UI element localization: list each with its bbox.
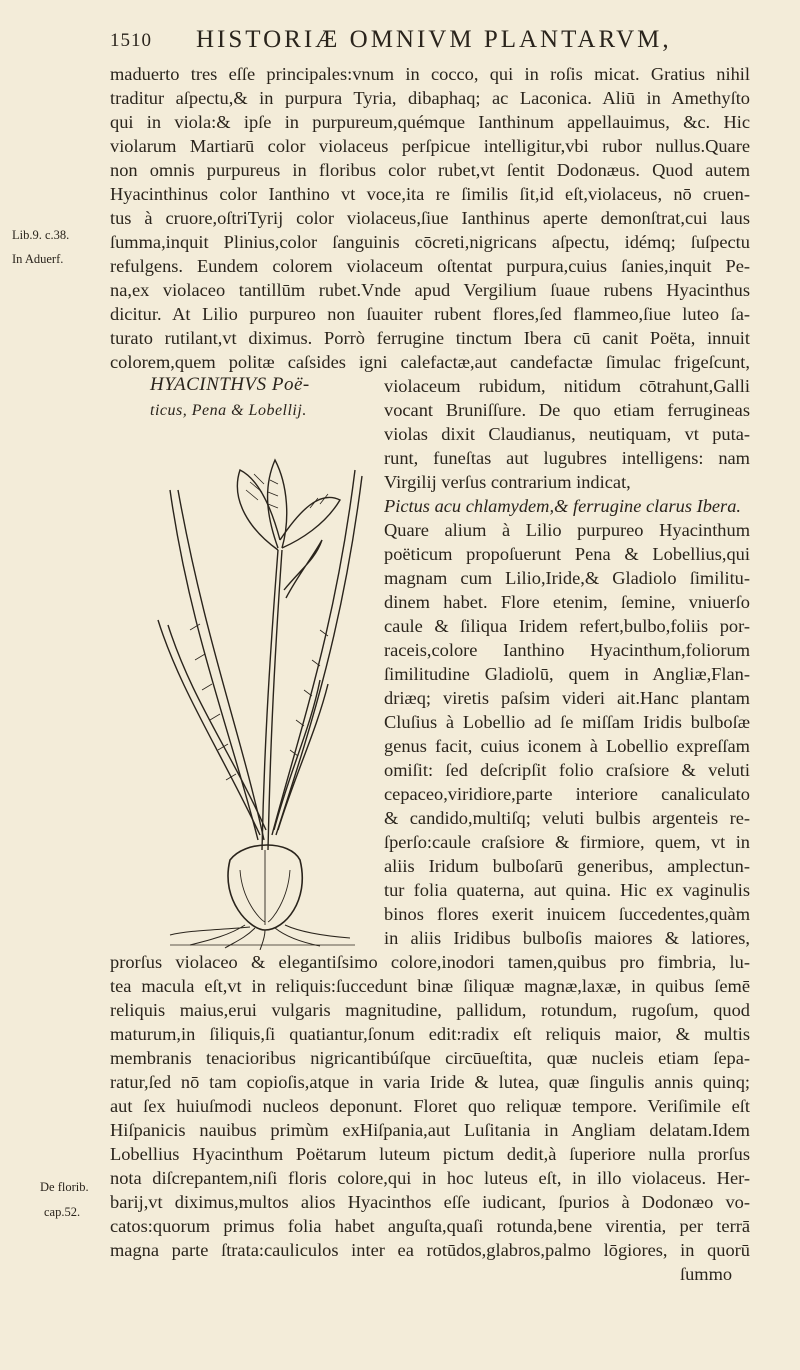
margin-note-in-aduers: In Aduerf.	[12, 252, 64, 266]
text-line: ſperſo:caule craſsiore & firmiore, quem, vt in	[384, 832, 750, 852]
text-line: Hiſpanicis nauibus primùm exHiſpania,aut Luſitania in Angliam delatam.Idem	[110, 1120, 750, 1140]
text-line: ſimilitudine Gladiolū, quem in Angliæ,Flan-	[384, 664, 750, 684]
figure-caption-line1: HYACINTHVS Poë-	[150, 374, 310, 395]
catchword: ſummo	[680, 1264, 733, 1284]
text-line: & candido,multiſq; veluti bulbis argenteis re-	[384, 808, 750, 828]
text-line: omiſit: ſed deſcripſit folio craſsiore & veluti	[384, 760, 750, 780]
verse-line: Pictus acu chlamydem,& ferrugine clarus Ibera.	[384, 496, 742, 516]
margin-note-lib: Lib.9. c.38.	[12, 228, 70, 242]
text-line: colorem,quem politæ caſsides igni calefactæ,aut candefactæ ſimulac frigeſcunt,	[110, 352, 750, 372]
figure-caption-line2: ticus, Pena & Lobellij.	[150, 402, 307, 419]
text-line: genus facit, cuius iconem à Lobellio expreſſam	[384, 736, 750, 756]
text-line: nota diſcrepantem,niſi floris colore,qui in hoc luteus eſt, in illo violaceus. Her-	[110, 1168, 750, 1188]
text-line: refulgens. Eundem colorem violaceum oſtentat purpura,cuius ſanies,inquit Pe-	[110, 256, 750, 276]
page-header	[100, 26, 740, 60]
text-line: prorſus violaceo & elegantiſsimo colore,inodori tamen,quibus pro fimbria, lu-	[110, 952, 750, 972]
text-line: barij,vt diximus,multos alios Hyacinthos eſſe iudicant, ſpurios à Dodonæo vo-	[110, 1192, 750, 1212]
text-line: Lobellius Hyacinthum Poëtarum luteum pictum dedit,à ſuperiore nulla prorſus	[110, 1144, 750, 1164]
text-line: qui in viola:& ipſe in purpureum,quémque Ianthinum appellauimus, &c. Hic	[110, 112, 750, 132]
text-line: tea macula eſt,vt in reliquis:ſuccedunt binæ ſiliquæ magnæ,laxæ, in quibus ſemē	[110, 976, 750, 996]
text-line: violas dixit Claudianus, neutiquam, vt puta-	[384, 424, 750, 444]
text-line: violaceum rubidum, nitidum cōtrahunt,Galli	[384, 376, 750, 396]
text-line: dinem habet. Flore etenim, ſemine, vniuerſo	[384, 592, 750, 612]
text-line: magna parte ſtrata:cauliculos inter ea rotūdos,glabros,palmo lōgiores, in quorū	[110, 1240, 750, 1260]
text-line: maturum,in ſiliquis,ſi quatiantur,ſonum edit:radix eſt reliquis maior, & multis	[110, 1024, 750, 1044]
text-line: vocant Bruniſſure. De quo etiam ferrugineas	[384, 400, 750, 420]
figure-caption	[150, 372, 360, 424]
text-line: aliis Iridum bulboſarū generibus, amplectun-	[384, 856, 750, 876]
text-line: aut ſex huiuſmodi nucleos deponunt. Floret quo reliquæ tempore. Veriſimile eſt	[110, 1096, 750, 1116]
text-line: tur folia quaterna, aut quina. Hic ex vaginulis	[384, 880, 750, 900]
text-line: non omnis purpureus in floribus color rubet,vt ſentit Dodonæus. Quod autem	[110, 160, 750, 180]
text-line: Virgilij verſus contrarium indicat,	[384, 472, 631, 492]
iris-bulb-plant-illustration	[150, 430, 365, 950]
text-line: Cluſius à Lobellio ad ſe miſſam Iridis bulboſæ	[384, 712, 750, 732]
text-line: reliquis maius,erui vulgaris magnitudine, pallidum, rotundum, rugoſum, quod	[110, 1000, 750, 1020]
text-line: catos:quorum primus folia habet anguſta,quaſi rotunda,bene virentia, per terrā	[110, 1216, 750, 1236]
text-line: dicitur. At Lilio purpureo non ſuauiter rubent flores,ſed flammeo,ſiue luteo ſa-	[110, 304, 750, 324]
text-line: magnam cum Lilio,Iride,& Gladiolo ſimilitu-	[384, 568, 750, 588]
text-line: ratur,ſed nō tam copioſis,atque in varia Iride & lutea, quæ ſingulis annis quinq;	[110, 1072, 750, 1092]
page-number: 1510	[110, 30, 152, 51]
text-line: cepaceo,viridiore,parte interiore canaliculato	[384, 784, 750, 804]
text-line: poëticum propoſuerunt Pena & Lobellius,qui	[384, 544, 750, 564]
text-line: caule & ſiliqua Iridem refert,bulbo,foliis por-	[384, 616, 750, 636]
text-line: binos flores exerit inuicem ſuccedentes,quàm	[384, 904, 750, 924]
text-line: na,ex violaceo tantillūm rubet.Vnde apud Vergilium ſuaue rubens Hyacinthus	[110, 280, 750, 300]
running-title: HISTORIÆ OMNIVM PLANTARVM,	[196, 26, 672, 53]
text-line: maduerto tres eſſe principales:vnum in cocco, qui in roſis micat. Gratius nihil	[110, 64, 750, 84]
text-line: violarum Martiarū color violaceus perſpicue intelligitur,vbi rubor nullus.Quare	[110, 136, 750, 156]
text-line: ſumma,inquit Plinius,color ſanguinis cōcreti,nigricans aſpectu, idémq; ſuſpectu	[110, 232, 750, 252]
text-line: turato rutilant,vt diximus. Porrò ferrugine tinctum Ibera cū canit Poëta, innuit	[110, 328, 750, 348]
text-line: Hyacinthinus color Ianthino vt voce,ita re ſimilis ſit,id eſt,violaceus, nō cruen-	[110, 184, 750, 204]
text-line: driæq; viretis paſsim videri ait.Hanc plantam	[384, 688, 750, 708]
text-line: membranis tenacioribus nigricantibúſque circūueſtita, quæ nucleis etiam ſepa-	[110, 1048, 750, 1068]
margin-note-de-floribus: De florib.	[40, 1180, 89, 1194]
text-line: in aliis Iridibus bulboſis maiores & latiores,	[384, 928, 750, 948]
text-line: runt, funeſtas aut lugubres intelligens: nam	[384, 448, 750, 468]
margin-note-cap: cap.52.	[44, 1205, 81, 1219]
text-line: traditur aſpectu,& in purpura Tyria, dibaphaq; ac Laconica. Aliū in Amethyſto	[110, 88, 750, 108]
text-line: raceis,colore Ianthino Hyacinthum,foliorum	[384, 640, 750, 660]
text-line: tus à cruore,oſtriTyrij color violaceus,ſiue Ianthinus aperte demonſtrat,cui laus	[110, 208, 750, 228]
text-line: Quare alium à Lilio purpureo Hyacinthum	[384, 520, 750, 540]
